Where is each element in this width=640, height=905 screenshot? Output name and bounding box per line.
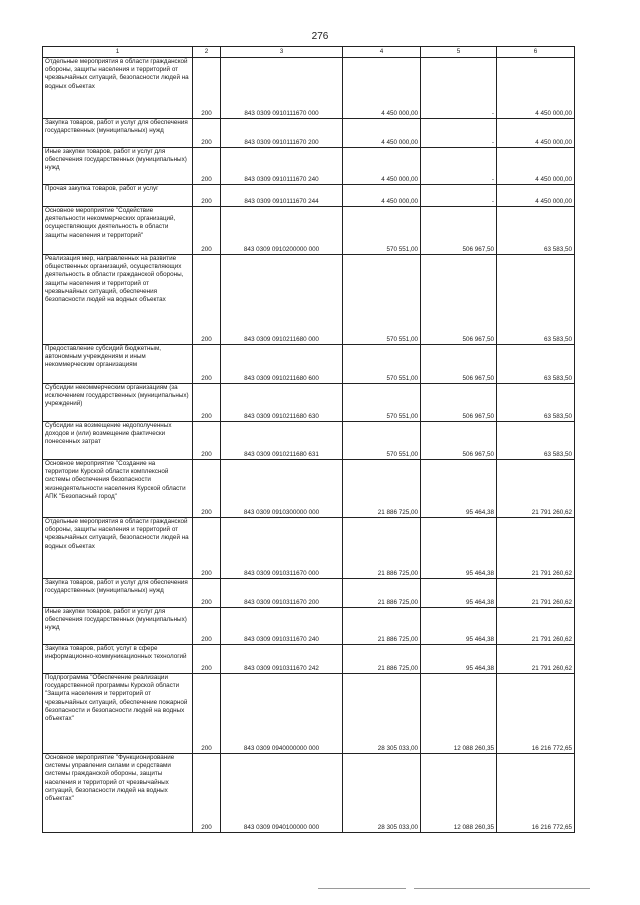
row-value-5: 95 464,38 — [421, 608, 497, 645]
row-type: 200 — [193, 460, 221, 518]
footer-rule-left — [318, 888, 406, 889]
row-name: Иные закупки товаров, работ и услуг для обеспечения государственных (муниципальных) нужд — [43, 148, 193, 185]
row-type: 200 — [193, 674, 221, 754]
row-type: 200 — [193, 422, 221, 460]
row-type: 200 — [193, 58, 221, 119]
row-value-5: - — [421, 58, 497, 119]
row-value-6: 63 583,50 — [497, 255, 575, 345]
header-col-6: 6 — [497, 47, 575, 58]
header-row — [43, 47, 575, 58]
row-value-4: 570 551,00 — [343, 384, 421, 422]
row-name: Закупка товаров, работ, услуг в сфере информационно-коммуникационных технологий — [43, 645, 193, 674]
row-value-4: 21 886 725,00 — [343, 518, 421, 579]
row-value-5: 506 967,50 — [421, 255, 497, 345]
row-type: 200 — [193, 518, 221, 579]
row-value-4: 4 450 000,00 — [343, 58, 421, 119]
row-value-6: 21 791 260,62 — [497, 579, 575, 608]
row-name: Субсидии некоммерческим организациям (за исключением государственных (муниципальных) учреждений) — [43, 384, 193, 422]
row-value-5: 12 088 260,35 — [421, 754, 497, 833]
row-value-6: 21 791 260,62 — [497, 518, 575, 579]
row-value-4: 21 886 725,00 — [343, 579, 421, 608]
row-value-4: 570 551,00 — [343, 345, 421, 384]
row-name: Реализация мер, направленных на развитие общественных организаций, осуществляющих деятельность в области гражданской обороны, защиты населения и территорий от чрезвычайных ситуаций, обеспечения безопасности людей на водных объектах — [43, 255, 193, 345]
table-row — [43, 754, 575, 833]
row-name: Закупка товаров, работ и услуг для обеспечения государственных (муниципальных) нужд — [43, 119, 193, 148]
row-value-6: 63 583,50 — [497, 207, 575, 255]
table-row — [43, 148, 575, 185]
row-type: 200 — [193, 579, 221, 608]
row-value-4: 4 450 000,00 — [343, 185, 421, 207]
table-row — [43, 460, 575, 518]
table-row — [43, 185, 575, 207]
table-row — [43, 645, 575, 674]
table-row — [43, 384, 575, 422]
row-value-6: 4 450 000,00 — [497, 58, 575, 119]
row-value-6: 4 450 000,00 — [497, 119, 575, 148]
row-value-5: - — [421, 148, 497, 185]
row-value-4: 21 886 725,00 — [343, 645, 421, 674]
row-value-4: 4 450 000,00 — [343, 119, 421, 148]
row-code: 843 0309 0910111670 240 — [221, 148, 343, 185]
row-code: 843 0309 0910311670 200 — [221, 579, 343, 608]
row-value-6: 4 450 000,00 — [497, 148, 575, 185]
row-code: 843 0309 0910311670 000 — [221, 518, 343, 579]
table-row — [43, 207, 575, 255]
table-row — [43, 119, 575, 148]
row-code: 843 0309 0910200000 000 — [221, 207, 343, 255]
row-value-5: 506 967,50 — [421, 345, 497, 384]
header-col-1: 1 — [43, 47, 193, 58]
row-name: Предоставление субсидий бюджетным, автономным учреждениям и иным некоммерческим организациям — [43, 345, 193, 384]
row-type: 200 — [193, 384, 221, 422]
row-value-6: 21 791 260,62 — [497, 608, 575, 645]
table-row — [43, 58, 575, 119]
row-value-5: 95 464,38 — [421, 579, 497, 608]
row-value-4: 570 551,00 — [343, 207, 421, 255]
row-name: Основное мероприятие "Содействие деятельности некоммерческих организаций, осуществляющих деятельность в области защиты населения и территорий" — [43, 207, 193, 255]
row-value-5: 506 967,50 — [421, 422, 497, 460]
row-code: 843 0309 0910111670 244 — [221, 185, 343, 207]
row-type: 200 — [193, 185, 221, 207]
row-code: 843 0309 0940100000 000 — [221, 754, 343, 833]
row-type: 200 — [193, 754, 221, 833]
row-name: Отдельные мероприятия в области гражданской обороны, защиты населения и территорий от чрезвычайных ситуаций, безопасности людей на водных объектах — [43, 518, 193, 579]
row-name: Подпрограмма "Обеспечение реализации государственной программы Курской области "Защита населения и территорий от чрезвычайных ситуаций, обеспечение пожарной безопасности и безопасности людей на водных объектах" — [43, 674, 193, 754]
row-name: Закупка товаров, работ и услуг для обеспечения государственных (муниципальных) нужд — [43, 579, 193, 608]
row-name: Основное мероприятие "Создание на территории Курской области комплексной системы обеспечения безопасности жизнедеятельности населения Курской области АПК "Безопасный город" — [43, 460, 193, 518]
row-name: Иные закупки товаров, работ и услуг для обеспечения государственных (муниципальных) нужд — [43, 608, 193, 645]
row-value-4: 21 886 725,00 — [343, 608, 421, 645]
table-row — [43, 579, 575, 608]
row-code: 843 0309 0910211680 630 — [221, 384, 343, 422]
row-code: 843 0309 0910300000 000 — [221, 460, 343, 518]
header-col-2: 2 — [193, 47, 221, 58]
row-type: 200 — [193, 608, 221, 645]
row-value-5: 95 464,38 — [421, 518, 497, 579]
row-code: 843 0309 0910211680 000 — [221, 255, 343, 345]
row-code: 843 0309 0910111670 200 — [221, 119, 343, 148]
row-value-5: - — [421, 119, 497, 148]
row-value-5: 506 967,50 — [421, 384, 497, 422]
row-type: 200 — [193, 119, 221, 148]
row-value-4: 21 886 725,00 — [343, 460, 421, 518]
table-row — [43, 518, 575, 579]
row-code: 843 0309 0910211680 631 — [221, 422, 343, 460]
header-col-3: 3 — [221, 47, 343, 58]
row-value-6: 4 450 000,00 — [497, 185, 575, 207]
row-value-6: 16 216 772,65 — [497, 754, 575, 833]
row-value-5: 12 088 260,35 — [421, 674, 497, 754]
row-name: Отдельные мероприятия в области гражданской обороны, защиты населения и территорий от чрезвычайных ситуаций, безопасности людей на водных объектах — [43, 58, 193, 119]
header-col-5: 5 — [421, 47, 497, 58]
table-row — [43, 674, 575, 754]
row-code: 843 0309 0940000000 000 — [221, 674, 343, 754]
row-value-4: 28 305 033,00 — [343, 754, 421, 833]
row-value-5: 506 967,50 — [421, 207, 497, 255]
row-type: 200 — [193, 207, 221, 255]
row-value-4: 570 551,00 — [343, 255, 421, 345]
row-value-6: 16 216 772,65 — [497, 674, 575, 754]
row-value-6: 21 791 260,62 — [497, 460, 575, 518]
row-value-6: 63 583,50 — [497, 345, 575, 384]
row-type: 200 — [193, 345, 221, 384]
row-value-6: 21 791 260,62 — [497, 645, 575, 674]
row-value-6: 63 583,50 — [497, 422, 575, 460]
page-number: 276 — [311, 31, 329, 42]
row-value-5: - — [421, 185, 497, 207]
row-name: Прочая закупка товаров, работ и услуг — [43, 185, 193, 207]
budget-table — [42, 46, 575, 833]
footer-rule-right — [414, 888, 590, 889]
row-value-4: 570 551,00 — [343, 422, 421, 460]
row-type: 200 — [193, 148, 221, 185]
row-code: 843 0309 0910311670 242 — [221, 645, 343, 674]
table-row — [43, 255, 575, 345]
header-col-4: 4 — [343, 47, 421, 58]
row-code: 843 0309 0910211680 600 — [221, 345, 343, 384]
table-row — [43, 608, 575, 645]
row-code: 843 0309 0910311670 240 — [221, 608, 343, 645]
row-value-5: 95 464,38 — [421, 645, 497, 674]
row-value-5: 95 464,38 — [421, 460, 497, 518]
row-name: Основное мероприятие "Функционирование системы управления силами и средствами системы гражданской обороны, защиты населения и территорий от чрезвычайных ситуаций, безопасности людей на водных объектах" — [43, 754, 193, 833]
row-value-6: 63 583,50 — [497, 384, 575, 422]
row-code: 843 0309 0910111670 000 — [221, 58, 343, 119]
row-value-4: 4 450 000,00 — [343, 148, 421, 185]
row-type: 200 — [193, 255, 221, 345]
table-row — [43, 422, 575, 460]
row-type: 200 — [193, 645, 221, 674]
row-name: Субсидии на возмещение недополученных доходов и (или) возмещение фактически понесенных затрат — [43, 422, 193, 460]
table-row — [43, 345, 575, 384]
row-value-4: 28 305 033,00 — [343, 674, 421, 754]
